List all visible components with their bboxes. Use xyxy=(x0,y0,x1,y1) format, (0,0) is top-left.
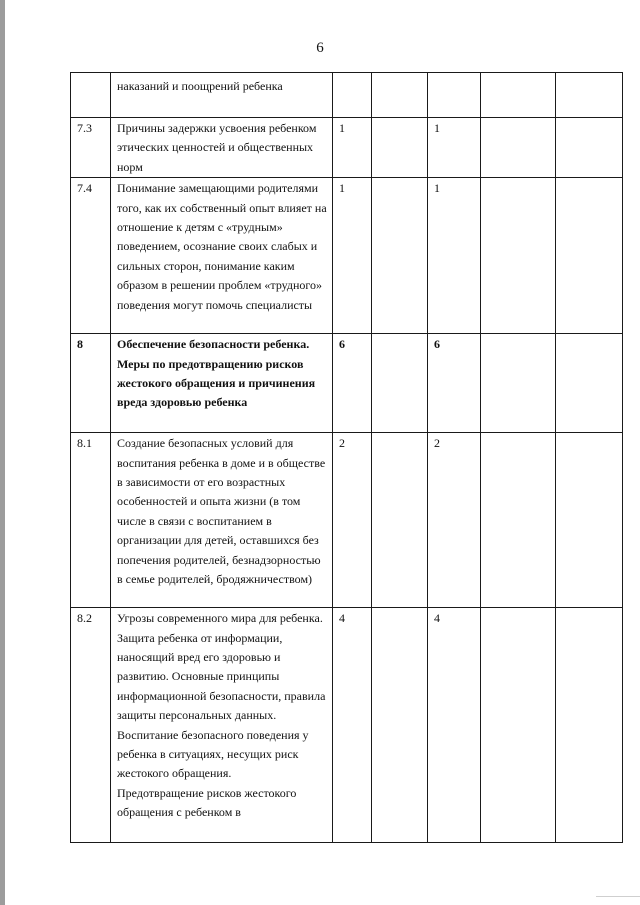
scan-bottom-mark xyxy=(596,896,640,897)
cell-col-6 xyxy=(481,73,556,118)
cell-col-6 xyxy=(481,178,556,334)
page-number: 6 xyxy=(316,40,324,56)
cell-col-4 xyxy=(372,334,428,433)
cell-total-hours: 2 xyxy=(333,433,372,608)
cell-topic: наказаний и поощрений ребенка xyxy=(111,73,333,118)
cell-col-5: 1 xyxy=(428,178,481,334)
table-row xyxy=(71,433,623,608)
cell-total-hours: 1 xyxy=(333,118,372,178)
cell-col-4 xyxy=(372,118,428,178)
cell-topic: Угрозы современного мира для ребенка. Защита ребенка от информации, наносящий вред его здоровью и развитию. Основные принципы информационной безопасности, правила защиты персональных данных. Воспитание безопасного поведения у ребенка в ситуациях, несущих риск жестокого обращения. Предотвращение рисков жестокого обращения с ребенком в xyxy=(111,608,333,843)
cell-number: 7.3 xyxy=(71,118,111,178)
cell-col-6 xyxy=(481,334,556,433)
cell-topic: Создание безопасных условий для воспитания ребенка в доме и в обществе в зависимости от его возрастных особенностей и опыта жизни (в том числе в связи с воспитанием в организации для детей, оставшихся без попечения родителей, безнадзорностью в семье родителей, бродяжничеством) xyxy=(111,433,333,608)
cell-number: 8.1 xyxy=(71,433,111,608)
cell-col-7 xyxy=(556,73,623,118)
cell-col-5: 2 xyxy=(428,433,481,608)
cell-total-hours: 6 xyxy=(333,334,372,433)
cell-col-4 xyxy=(372,73,428,118)
cell-col-6 xyxy=(481,433,556,608)
cell-col-7 xyxy=(556,178,623,334)
table-row xyxy=(71,73,623,118)
cell-topic: Обеспечение безопасности ребенка. Меры по предотвращению рисков жестокого обращения и причинения вреда здоровью ребенка xyxy=(111,334,333,433)
cell-number: 7.4 xyxy=(71,178,111,334)
cell-col-4 xyxy=(372,433,428,608)
cell-col-6 xyxy=(481,118,556,178)
cell-col-7 xyxy=(556,118,623,178)
cell-col-5 xyxy=(428,73,481,118)
cell-number: 8 xyxy=(71,334,111,433)
cell-number xyxy=(71,73,111,118)
cell-col-7 xyxy=(556,433,623,608)
cell-topic: Причины задержки усвоения ребенком этических ценностей и общественных норм xyxy=(111,118,333,178)
cell-number: 8.2 xyxy=(71,608,111,843)
cell-col-7 xyxy=(556,608,623,843)
table-row xyxy=(71,178,623,334)
table-row xyxy=(71,334,623,433)
curriculum-table xyxy=(70,72,623,843)
cell-total-hours: 4 xyxy=(333,608,372,843)
cell-col-4 xyxy=(372,178,428,334)
scan-left-edge xyxy=(0,0,5,905)
cell-col-6 xyxy=(481,608,556,843)
table-row xyxy=(71,608,623,843)
cell-total-hours xyxy=(333,73,372,118)
cell-total-hours: 1 xyxy=(333,178,372,334)
cell-col-7 xyxy=(556,334,623,433)
cell-col-5: 6 xyxy=(428,334,481,433)
table-row xyxy=(71,118,623,178)
cell-col-5: 1 xyxy=(428,118,481,178)
cell-topic: Понимание замещающими родителями того, как их собственный опыт влияет на отношение к детям с «трудным» поведением, осознание своих слабых и сильных сторон, понимание каким образом в решении проблем «трудного» поведения могут помочь специалисты xyxy=(111,178,333,334)
cell-col-4 xyxy=(372,608,428,843)
cell-col-5: 4 xyxy=(428,608,481,843)
